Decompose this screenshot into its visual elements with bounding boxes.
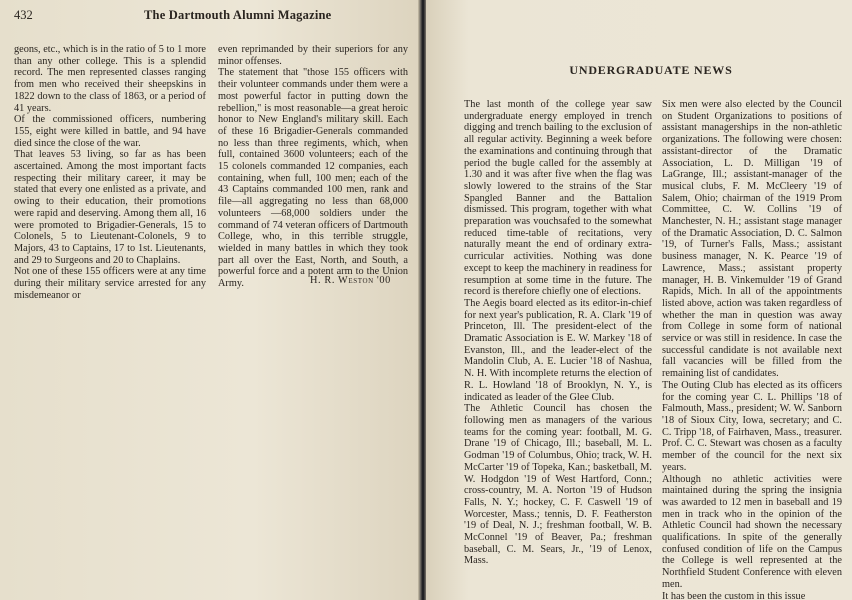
- right-page: [426, 0, 852, 600]
- left-column-1: geons, etc., which is in the ratio of 5 to 1 more than any other college. This is a splendid record. The men represented classes ranging from men who received their sheepskins in 1822 down to the class of 1863, or a period of 41 years. Of the commissioned officers, numbering 155, eight were killed in battle, and 94 have died since the close of the war. That leaves 53 living, so far as has been ascertained. Among the most important facts respecting their military career, it may be stated that every one enlisted as a private, and owing to their education, their promotions were rapid and deserving. Among them all, 16 were promoted to Brigadier-Generals, 15 to Colonels, 5 to Lieutenant-Colonels, 9 to Majors, 43 to Captains, 17 to 1st. Lieutenants, and 29 to Surgeons and 20 to Chaplains. Not one of these 155 officers were at any time during their military service arrested for any misdemeanor or: [14, 44, 206, 301]
- left-column-2: even reprimanded by their superiors for any minor offenses. The statement that "those 155 officers with their volunteer commands under them were a most powerful factor in putting down the rebellion," is most reasonable—a great heroic honor to New England's military skill. Each of these 16 Brigadier-Generals commanded no less than three regiments, which, when full, contained 3600 volunteers; each of the 15 colonels commanded 12 companies, each containing, when full, 100 men; each of the 43 Captains commanded 100 men, rank and file—all aggregating no less than 68,000 volunteers —68,000 soldiers under the command of 74 veteran officers of Dartmouth College, who, in this terrible struggle, wielded in many battles in which they took part all over the East, North, and South, a powerful force and a potent arm to the Union Army.: [218, 44, 408, 290]
- page-number: 432: [14, 8, 33, 22]
- running-title: The Dartmouth Alumni Magazine: [144, 8, 332, 22]
- page-header: [14, 8, 406, 26]
- right-column-1: The last month of the college year saw undergraduate energy employed in trench digging and trench bailing to the exclusion of all regular activity. Beginning a week before the examinations and continuing through that period the bugle called for the assembly at 1.30 and it was after five when the flag was slowly lowered to the strains of the Star Spangled Banner and the Battalion dismissed. This program, together with what preparation was vouchsafed to the somewhat reduced time-table of recitations, very naturally meant the end of ordinary extra-curricular activities. Nothing was done except to keep the machinery in readiness for resumption at some time in the future. The record is therefore chiefly one of elections. The Aegis board elected as its editor-in-chief for next year's publication, R. A. Clark '19 of Princeton, Ill. The president-elect of the Dramatic Association is E. W. Markey '18 of Evanston, Ill., and the leader-elect of the Mandolin Club, A. E. Lucier '18 of Nashua, N. H. With incomplete returns the election of R. L. Howland '18 of Brooklyn, N. Y., is indicated as leader of the Glee Club. The Athletic Council has chosen the following men as managers of the various teams for the coming year: football, M. G. Drane '19 of Chicago, Ill.; baseball, M. L. Godman '19 of Columbus, Ohio; track, W. H. McCarter '19 of Topeka, Kan.; basketball, M. W. Hodgdon '19 of West Hartford, Conn.; cross-country, M. A. Norton '19 of Hudson Falls, N. Y.; hockey, C. F. Caswell '19 of Worcester, Mass.; tennis, D. F. Featherston '19 of Deal, N. J.; freshman football, W. B. McConnel '19 of Beaver, Pa.; freshman baseball, C. M. Sears, Jr., '19 of Lenox, Mass.: [464, 99, 652, 567]
- section-title: UNDERGRADUATE NEWS: [569, 63, 733, 77]
- right-column-2: Six men were also elected by the Council on Student Organizations to positions of assistant managerships in the non-athletic organizations. The following were chosen: assistant-director of the Dramatic Association, L. D. Milligan '19 of LaGrange, Ill.; assistant-manager of the musical clubs, F. M. McCleery '19 of Salem, Ohio; chairman of the 1919 Prom Committee, C. W. Collins '19 of Manchester, N. H.; assistant stage manager of the Dramatic Association, D. C. Salmon '19, of Turner's Falls, Mass.; assistant business manager, N. K. Pearce '19 of Lawrence, Mass.; assistant property manager, H. B. Vinkemulder '19 of Grand Rapids, Mich. In all of the appointments listed above, action was taken regardless of whether the man in question was away from College in some form of national service or was still in residence. In case the successful candidate is not available next fall vacancies will be filled from the remaining list of candidates. The Outing Club has elected as its officers for the coming year C. L. Phillips '18 of Falmouth, Mass., president; W. W. Sanborn '18 of Sioux City, Iowa, secretary; and C. C. Tripp '18, of Fairhaven, Mass., treasurer. Prof. C. C. Stewart was chosen as a faculty member of the council for the next six years. Although no athletic activities were maintained during the spring the insignia was awarded to 12 men in baseball and 19 men in track who in the opinion of the Athletic Council had shown the necessary qualifications. In spite of the generally confused condition of life on the Campus the College is well represented at the Northfield Student Conference with eleven men. It has been the custom in this issue: [662, 99, 842, 600]
- left-page: [0, 0, 420, 600]
- author-signature: H. R. Weston '00: [310, 275, 391, 286]
